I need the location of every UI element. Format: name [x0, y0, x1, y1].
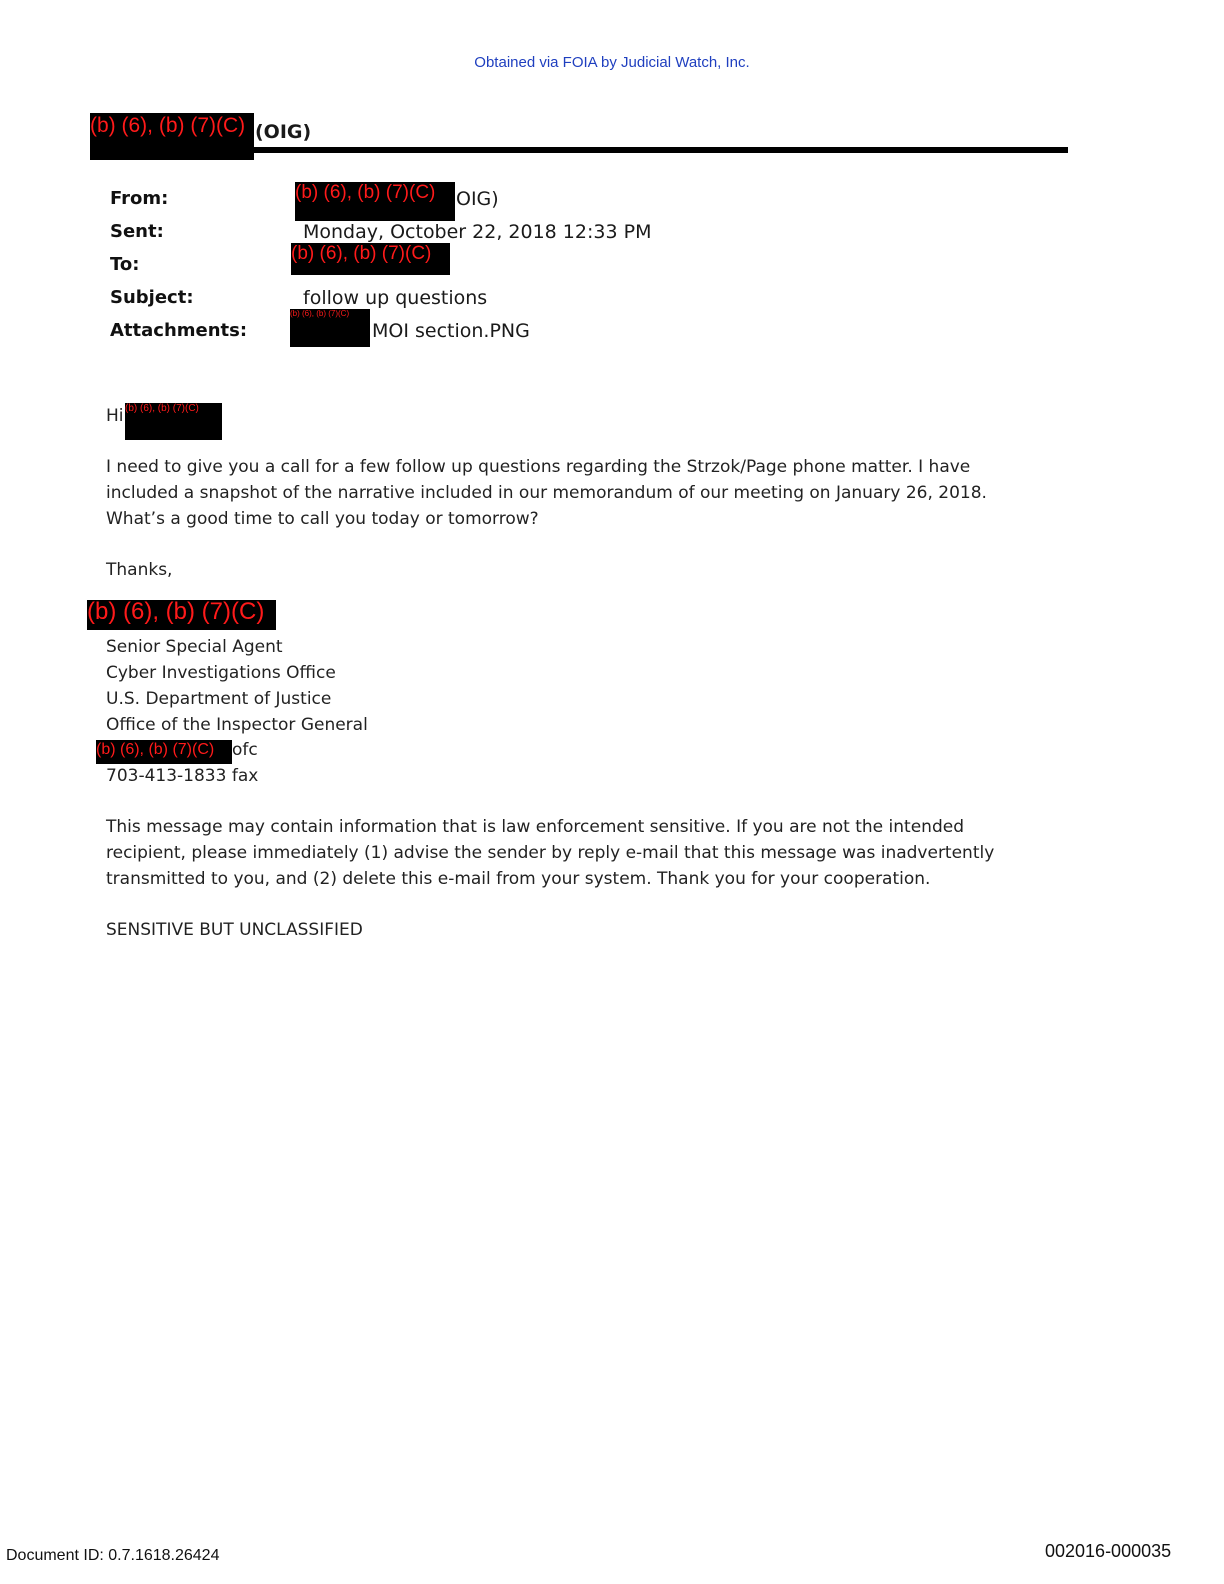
signature-fax: 703-413-1833 fax [106, 766, 259, 786]
classification-marking: SENSITIVE BUT UNCLASSIFIED [106, 920, 363, 940]
sent-value: Monday, October 22, 2018 12:33 PM [303, 221, 652, 243]
sent-label: Sent: [110, 221, 164, 242]
signature-phone-suffix: ofc [232, 740, 258, 760]
redaction-phone: (b) (6), (b) (7)(C) [96, 740, 232, 764]
header-suffix: (OIG) [255, 121, 312, 143]
foia-watermark: Obtained via FOIA by Judicial Watch, Inc. [474, 54, 750, 71]
bates-number: 002016-000035 [1045, 1541, 1172, 1561]
signature-title: Senior Special Agent [106, 637, 283, 657]
redaction-greeting: (b) (6), (b) (7)(C) [125, 403, 222, 440]
notice-line-3: transmitted to you, and (2) delete this e-mail from your system. Thank you for your cooperation. [106, 869, 931, 889]
notice-line-2: recipient, please immediately (1) advise the sender by reply e-mail that this message was inadvertently [106, 843, 995, 863]
subject-value: follow up questions [303, 287, 488, 309]
attachments-label: Attachments: [110, 320, 248, 341]
body-line-3: What’s a good time to call you today or tomorrow? [106, 509, 539, 529]
redaction-to: (b) (6), (b) (7)(C) [291, 243, 450, 275]
redaction-header-name: (b) (6), (b) (7)(C) [90, 113, 254, 160]
signature-office: Cyber Investigations Office [106, 663, 336, 683]
from-suffix: OIG) [456, 188, 499, 210]
to-label: To: [110, 254, 140, 275]
greeting: Hi [106, 406, 124, 426]
redaction-signature-name: (b) (6), (b) (7)(C) [87, 600, 276, 630]
notice-line-1: This message may contain information that is law enforcement sensitive. If you are not the intended [106, 817, 964, 837]
closing: Thanks, [106, 560, 173, 580]
redaction-from: (b) (6), (b) (7)(C) [295, 182, 455, 221]
header-rule [90, 147, 1068, 153]
body-line-2: included a snapshot of the narrative included in our memorandum of our meeting on January 26, 2018. [106, 483, 987, 503]
body-line-1: I need to give you a call for a few follow up questions regarding the Strzok/Page phone matter. I have [106, 457, 971, 477]
subject-label: Subject: [110, 287, 194, 308]
redaction-attachment: (b) (6), (b) (7)(C) [290, 309, 370, 347]
signature-division: Office of the Inspector General [106, 715, 368, 735]
document-id: Document ID: 0.7.1618.26424 [6, 1547, 220, 1564]
signature-department: U.S. Department of Justice [106, 689, 332, 709]
attachment-file[interactable]: MOI section.PNG [372, 320, 530, 342]
from-label: From: [110, 188, 169, 209]
